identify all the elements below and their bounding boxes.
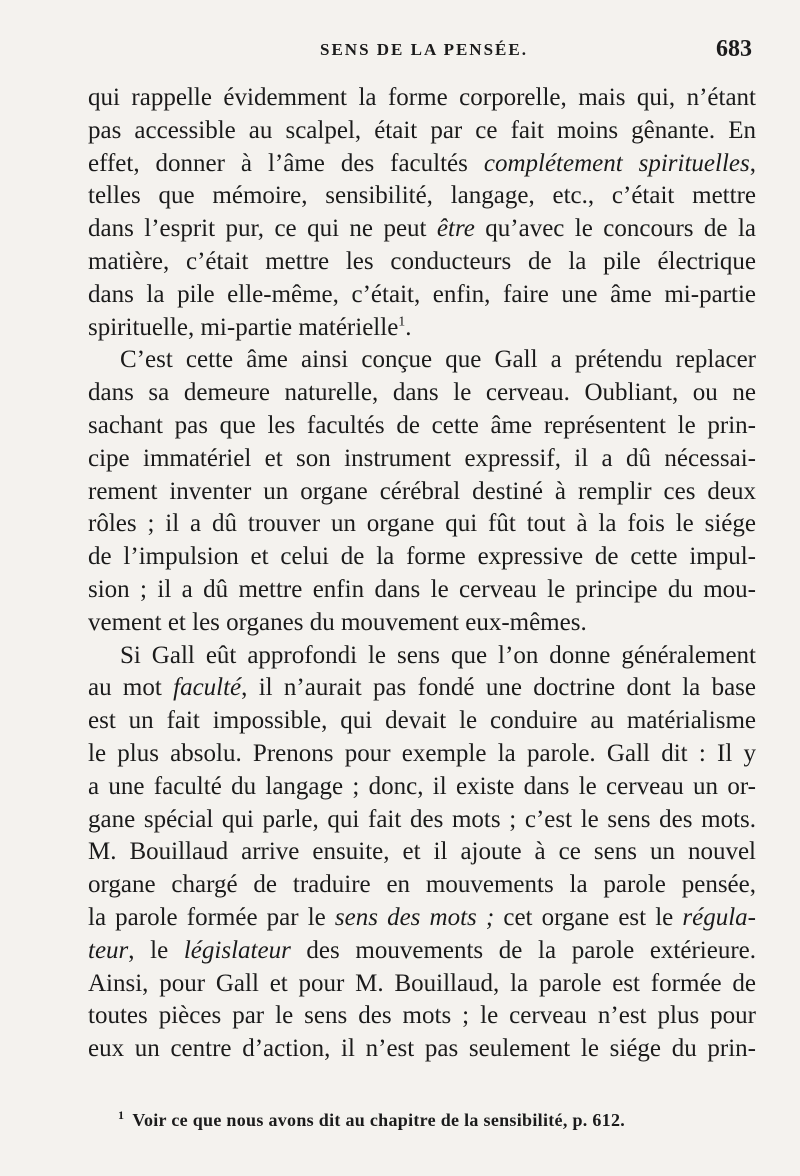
text-line: rement inventer un organe cérébral destiné à remplir ces deux (88, 477, 756, 505)
italic-text: complétement spirituelles (483, 149, 750, 177)
italic-text: être (436, 215, 475, 243)
italic-text: sens des mots ; (334, 903, 495, 931)
running-title: SENS DE LA PENSÉE. (320, 40, 528, 59)
text-line: qui rappelle évidemment la forme corporelle, mais qui, n’étant (88, 84, 756, 111)
text-line: est un fait impossible, qui devait le conduire au matérialisme (88, 707, 756, 735)
text-line: gane spécial qui parle, qui fait des mots ; c’est le sens des mots. (88, 805, 756, 833)
text-line: eux un centre d’action, il n’est pas seulement le siége du prin- (88, 1035, 756, 1063)
text-line: la parole formée par le sens des mots ; cet organe est le régula- (88, 903, 756, 931)
text-line: pas accessible au scalpel, était par ce fait moins gênante. En (88, 116, 756, 144)
italic-text: régula- (682, 903, 756, 931)
text-line: Si Gall eût approfondi le sens que l’on donne généralement (120, 641, 756, 669)
italic-text: législateur (183, 936, 291, 964)
italic-text: faculté (173, 674, 242, 702)
text-line: cipe immatériel et son instrument expressif, il a dû nécessai- (88, 444, 756, 472)
text-line: matière, c’était mettre les conducteurs de la pile électrique (88, 247, 756, 275)
text-line: toutes pièces par le sens des mots ; le cerveau n’est plus pour (88, 1002, 756, 1030)
text-line: Ainsi, pour Gall et pour M. Bouillaud, la parole est formée de (88, 969, 756, 997)
text-line: au mot faculté, il n’aurait pas fondé une doctrine dont la base (88, 674, 756, 702)
text-line: de l’impulsion et celui de la forme expressive de cette impul- (88, 543, 756, 571)
text-line: a une faculté du langage ; donc, il existe dans le cerveau un or- (88, 772, 756, 800)
text-line: dans la pile elle-même, c’était, enfin, faire une âme mi-partie (88, 280, 756, 308)
text-line: sion ; il a dû mettre enfin dans le cerveau le principe du mou- (88, 575, 756, 603)
text-line: teur, le législateur des mouvements de la parole extérieure. (88, 936, 756, 964)
footnote-text: Voir ce que nous avons dit au chapitre de la sensibilité, p. 612. (132, 1110, 626, 1130)
text-line: dans l’esprit pur, ce qui ne peut être qu’avec le concours de la (88, 215, 756, 243)
text-line: C’est cette âme ainsi conçue que Gall a prétendu replacer (120, 346, 756, 374)
text-line: M. Bouillaud arrive ensuite, et il ajoute à ce sens un nouvel (88, 838, 756, 866)
text-line: le plus absolu. Prenons pour exemple la parole. Gall dit : Il y (88, 739, 756, 767)
text-line: rôles ; il a dû trouver un organe qui fût tout à la fois le siége (88, 510, 756, 538)
footnote-mark: 1 (118, 1108, 125, 1122)
text-line: vement et les organes du mouvement eux-mêmes. (88, 608, 587, 636)
italic-text: teur (88, 936, 129, 964)
page-number: 683 (716, 36, 752, 62)
text-line: telles que mémoire, sensibilité, langage, etc., c’était mettre (88, 182, 756, 210)
footnote (118, 1108, 738, 1131)
text-line: sachant pas que les facultés de cette âme représentent le prin- (88, 411, 756, 439)
text-line: effet, donner à l’âme des facultés complétement spirituelles, (88, 149, 756, 177)
running-header (0, 36, 800, 76)
text-line: organe chargé de traduire en mouvements la parole pensée, (88, 871, 756, 899)
body-text (88, 82, 756, 1066)
footnote-reference: 1 (398, 314, 406, 330)
text-line: dans sa demeure naturelle, dans le cerveau. Oubliant, ou ne (88, 379, 756, 407)
text-line: spirituelle, mi-partie matérielle$^1$. (88, 313, 412, 341)
